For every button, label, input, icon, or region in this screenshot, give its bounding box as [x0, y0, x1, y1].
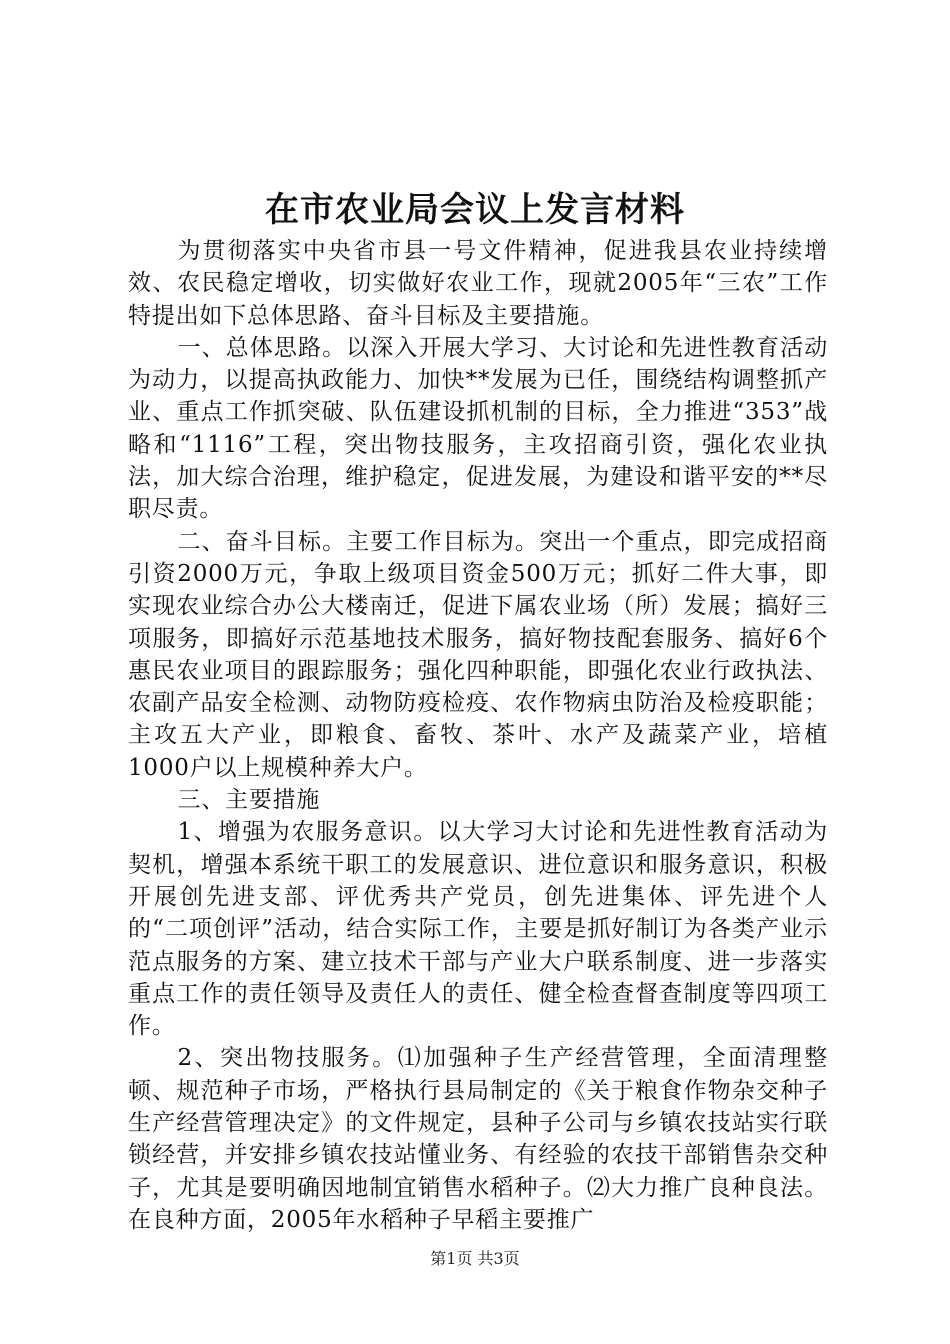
- document-title: 在市农业局会议上发言材料: [265, 190, 685, 230]
- paragraph-overall-approach: 一、总体思路。以深入开展大学习、大讨论和先进性教育活动为动力，以提高执政能力、加快**发展为已任，围绕结构调整抓产业、重点工作抓突破、队伍建设抓机制的目标，全力推进“353”战略和“1116”工程，突出物技服务，主攻招商引资，强化农业执法，加大综合治理，维护稳定，促进发展，为建设和谐平安的**尽职尽责。: [128, 334, 828, 523]
- page-number: 第1页 共3页: [430, 1249, 520, 1268]
- document-body: [128, 235, 828, 1236]
- paragraph-measure-2: 2、突出物技服务。⑴加强种子生产经营管理，全面清理整顿、规范种子市场，严格执行县局制定的《关于粮食作物杂交种子生产经营管理决定》的文件规定，县种子公司与乡镇农技站实行联锁经营，并安排乡镇农技站懂业务、有经验的农技干部销售杂交种子，尤其是要明确因地制宜销售水稻种子。⑵大力推广良种良法。在良种方面，2005年水稻种子早稻主要推广: [128, 1045, 828, 1233]
- paragraph-measure-1: 1、增强为农服务意识。以大学习大讨论和先进性教育活动为契机，增强本系统干职工的发展意识、进位意识和服务意识，积极开展创先进支部、评优秀共产党员，创先进集体、评先进个人的“二项创评”活动，结合实际工作，主要是抓好制订为各类产业示范点服务的方案、建立技术干部与产业大户联系制度、进一步落实重点工作的责任领导及责任人的责任、健全检查督查制度等四项工作。: [128, 819, 828, 1040]
- paragraph-intro: 为贯彻落实中央省市县一号文件精神，促进我县农业持续增效、农民稳定增收，切实做好农业工作，现就2005年“三农”工作特提出如下总体思路、奋斗目标及主要措施。: [128, 238, 828, 329]
- section-heading-measures: 三、主要措施: [177, 787, 321, 814]
- paragraph-goals: 二、奋斗目标。主要工作目标为。突出一个重点，即完成招商引资2000万元，争取上级项目资金500万元；抓好二件大事，即实现农业综合办公大楼南迁，促进下属农业场（所）发展；搞好三项服务，即搞好示范基地技术服务，搞好物技配套服务、搞好6个惠民农业项目的跟踪服务；强化四种职能，即强化农业行政执法、农副产品安全检测、动物防疫检疫、农作物病虫防治及检疫职能；主攻五大产业，即粮食、畜牧、茶叶、水产及蔬菜产业，培植1000户以上规模种养大户。: [128, 528, 828, 781]
